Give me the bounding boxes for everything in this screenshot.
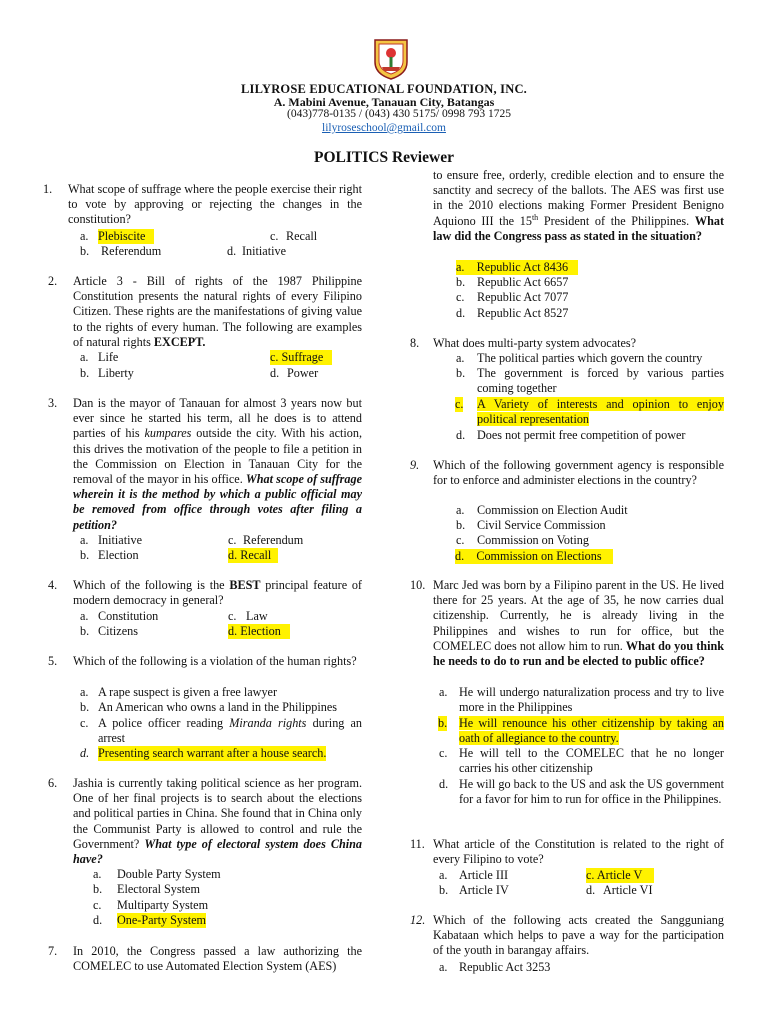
option-d-answer: d. Commission on Elections bbox=[455, 549, 613, 564]
option-letter: b. bbox=[456, 275, 466, 289]
question-number: 6. bbox=[48, 776, 58, 790]
question-number: 12. bbox=[410, 913, 426, 927]
option-letter: b. bbox=[80, 548, 90, 562]
question-text: What article of the Constitution is related to the right of every Filipino to vote? bbox=[433, 837, 724, 867]
option-letter: b. bbox=[456, 366, 466, 380]
option-c-answer: c. Suffrage bbox=[270, 350, 332, 365]
option-a-answer: a. Republic Act 8436 bbox=[456, 260, 578, 275]
option-c: Suffrage bbox=[281, 350, 324, 364]
option-letter: a. bbox=[80, 350, 89, 364]
superscript: th bbox=[531, 212, 539, 222]
option-b: Civil Service Commission bbox=[477, 518, 606, 532]
question-emphasis: EXCEPT. bbox=[153, 334, 206, 349]
question-text bbox=[73, 776, 362, 867]
question-body: Dan is the mayor of Tanauan for almost 3 years now but ever since he started his term, all he does is to attend parties of his bbox=[73, 396, 362, 441]
question-emphasis: What law did the Congress pass as stated in the situation? bbox=[433, 213, 725, 243]
option-letter: b. bbox=[93, 882, 103, 896]
question-text: Which of the following government agency is responsible for to enforce and administer elections in the country? bbox=[433, 458, 724, 488]
org-phone: (043)778-0135 / (043) 430 5175/ 0998 793 1725 bbox=[287, 108, 511, 120]
option-c: Commission on Voting bbox=[477, 533, 589, 547]
option-d: Recall bbox=[240, 548, 272, 562]
option-letter: b. bbox=[438, 716, 448, 730]
option-letter: b. bbox=[80, 624, 90, 638]
option-b: Liberty bbox=[98, 366, 134, 380]
question-text: In 2010, the Congress passed a law authorizing the COMELEC to use Automated Election System (AES) bbox=[73, 944, 362, 974]
option-d: Initiative bbox=[242, 244, 286, 258]
question-text bbox=[73, 274, 362, 350]
question-emphasis: What do you think he needs to do to run and be elected to public office? bbox=[433, 638, 725, 669]
question-text: Which of the following acts created the Sangguniang Kabataan which helps to pave a way for the participation of the youth in barangay affairs. bbox=[433, 913, 724, 958]
option-letter: a. bbox=[439, 685, 448, 699]
option-b-answer bbox=[459, 716, 724, 746]
school-seal-icon bbox=[372, 38, 410, 80]
option-d: He will go back to the US and ask the US government for a favor for him to run for office in the Philippines. bbox=[459, 777, 724, 807]
option-c: Multiparty System bbox=[117, 898, 209, 912]
question-body: Article 3 - Bill of rights of the 1987 Philippine Constitution presents the natural rights of every Filipino Citizen. These rights are the manifestations of giving value to the rights of every human. The following are examples of natural rights bbox=[73, 274, 362, 349]
question-italic: kumpares bbox=[144, 426, 192, 441]
option-letter: c. bbox=[80, 716, 89, 730]
option-a: The political parties which govern the country bbox=[477, 351, 703, 365]
question-body: Which of the following is the bbox=[73, 578, 225, 592]
question-emphasis: BEST bbox=[229, 578, 261, 592]
question-text: What scope of suffrage where the people exercise their right to vote by approving or rejecting the changes in the constitution? bbox=[68, 182, 362, 227]
option-c-text: during an arrest bbox=[98, 716, 363, 746]
question-text: Which of the following is a violation of the human rights? bbox=[73, 654, 357, 668]
option-letter: b. bbox=[80, 244, 90, 258]
option-letter: d. bbox=[456, 428, 466, 442]
option-b: Referendum bbox=[101, 244, 162, 258]
option-d-answer: d. Election bbox=[228, 624, 290, 639]
option-d: Does not permit free competition of power bbox=[477, 428, 686, 442]
question-text bbox=[433, 168, 724, 244]
option-letter: d. bbox=[227, 244, 237, 258]
option-a: Initiative bbox=[98, 533, 142, 547]
option-letter: c. bbox=[456, 533, 465, 547]
question-text bbox=[433, 578, 724, 669]
option-letter: a. bbox=[80, 609, 89, 623]
option-letter: d. bbox=[270, 366, 280, 380]
option-letter: c. bbox=[93, 898, 102, 912]
question-body: principal feature of modern democracy in general? bbox=[73, 578, 362, 608]
option-d-answer: d. Recall bbox=[228, 548, 278, 563]
question-body: outside the city. With his action, this drives the motivation of the people to file a petition in the Commission on Election in Tanauan City for the removal of the mayor in his office. bbox=[73, 426, 362, 487]
question-number: 3. bbox=[48, 396, 58, 410]
question-body: President of the Philippines. bbox=[543, 213, 690, 228]
option-letter: d. bbox=[586, 883, 596, 897]
option-c-answer bbox=[477, 397, 724, 427]
option-a-answer: Plebiscite bbox=[98, 229, 154, 244]
option-letter: c. bbox=[270, 229, 279, 243]
question-text: What does multi-party system advocates? bbox=[433, 336, 637, 350]
option-letter: a. bbox=[456, 351, 465, 365]
question-number: 9. bbox=[410, 458, 420, 472]
option-letter: a. bbox=[456, 503, 465, 517]
option-a: Article III bbox=[459, 868, 509, 882]
option-letter: c. bbox=[456, 290, 465, 304]
option-d-answer: One-Party System bbox=[117, 913, 207, 927]
org-name: LILYROSE EDUCATIONAL FOUNDATION, INC. bbox=[240, 82, 528, 96]
option-letter: b. bbox=[456, 518, 466, 532]
option-letter: b. bbox=[80, 700, 90, 714]
question-emphasis: What scope of suffrage wherein it is the method by which a public official may be removed from office through votes after filing a petition? bbox=[73, 472, 362, 532]
option-c: Article V bbox=[596, 868, 643, 882]
org-address: A. Mabini Avenue, Tanauan City, Batangas bbox=[273, 95, 495, 109]
option-letter: c. bbox=[455, 397, 464, 411]
question-number: 10. bbox=[410, 578, 426, 592]
option-letter: b. bbox=[439, 883, 449, 897]
org-email-link[interactable]: lilyroseschool@gmail.com bbox=[322, 122, 446, 134]
option-b: He will renounce his other citizenship by taking an oath of allegiance to the country. bbox=[459, 716, 724, 746]
option-c: He will tell to the COMELEC that he no longer carries his other citizenship bbox=[459, 746, 724, 776]
question-number: 4. bbox=[48, 578, 58, 592]
option-c: A Variety of interests and opinion to enjoy political representation bbox=[477, 397, 724, 427]
option-letter: d. bbox=[80, 746, 90, 760]
option-d: Commission on Elections bbox=[476, 549, 602, 563]
question-number: 8. bbox=[410, 336, 420, 350]
question-emphasis: What type of electoral system does China have? bbox=[73, 836, 362, 867]
question-body: to ensure free, orderly, credible election and to ensure the sanctity and secrecy of the ballots. The AES was first use in the 2010 elections making Former President Benigno Aquiono III the 15 bbox=[433, 168, 724, 228]
option-a: He will undergo naturalization process and try to live more in the Philippines bbox=[459, 685, 724, 715]
option-letter: c. bbox=[228, 533, 237, 547]
page-title: POLITICS Reviewer bbox=[314, 149, 454, 166]
option-letter: d. bbox=[93, 913, 103, 927]
question-text bbox=[73, 578, 362, 608]
option-letter: c. bbox=[439, 746, 448, 760]
option-d: Power bbox=[287, 366, 319, 380]
question-number: 11. bbox=[410, 837, 425, 851]
option-c: Republic Act 7077 bbox=[477, 290, 569, 304]
option-letter: a. bbox=[93, 867, 102, 881]
option-a: Life bbox=[98, 350, 119, 364]
option-c-text: A police officer reading bbox=[98, 716, 224, 730]
option-letter: a. bbox=[439, 960, 448, 974]
option-letter: b. bbox=[80, 366, 90, 380]
option-letter: d. bbox=[439, 777, 449, 791]
option-a: Constitution bbox=[98, 609, 159, 623]
question-text bbox=[73, 396, 362, 533]
option-b: The government is forced by various parties coming together bbox=[477, 366, 724, 396]
question-body: Jashia is currently taking political science as her program. One of her final projects is to search about the elections and political parties in China. She found that in China only the Communist Party is allowed to control and rule the Government? bbox=[73, 776, 362, 851]
option-b: Election bbox=[98, 548, 139, 562]
option-b: Electoral System bbox=[117, 882, 200, 896]
option-d-answer: Presenting search warrant after a house search. bbox=[98, 746, 327, 760]
option-d: Election bbox=[240, 624, 281, 638]
option-b: Republic Act 6657 bbox=[477, 275, 569, 289]
option-a: Republic Act 3253 bbox=[459, 960, 551, 974]
option-letter: a. bbox=[80, 229, 89, 243]
option-letter: c. bbox=[228, 609, 237, 623]
question-body: Marc Jed was born by a Filipino parent in the US. He lived there for 25 years. At the age of 35, he now carries dual citizenship. Currently, he is already living in the Philippines and wishes to run for office, but the COMELEC does not allow him to run. bbox=[433, 578, 724, 653]
option-c-italic: Miranda rights bbox=[229, 716, 307, 730]
option-c: Referendum bbox=[243, 533, 304, 547]
option-a: A rape suspect is given a free lawyer bbox=[98, 685, 278, 699]
option-a: Double Party System bbox=[117, 867, 221, 881]
option-b: Article IV bbox=[459, 883, 509, 897]
question-number: 2. bbox=[48, 274, 58, 288]
option-c: Recall bbox=[286, 229, 318, 243]
question-number: 1. bbox=[43, 182, 53, 196]
option-d: Article VI bbox=[603, 883, 653, 897]
option-d: Republic Act 8527 bbox=[477, 306, 569, 320]
option-b: An American who owns a land in the Philippines bbox=[98, 700, 337, 714]
option-c bbox=[98, 716, 362, 746]
option-a: Republic Act 8436 bbox=[476, 260, 569, 274]
question-number: 7. bbox=[48, 944, 58, 958]
option-letter: d. bbox=[456, 306, 466, 320]
option-b: Citizens bbox=[98, 624, 138, 638]
option-letter: a. bbox=[439, 868, 448, 882]
question-number: 5. bbox=[48, 654, 58, 668]
option-letter: a. bbox=[80, 533, 89, 547]
option-letter: a. bbox=[80, 685, 89, 699]
option-c: Law bbox=[246, 609, 268, 623]
option-c-answer: c. Article V bbox=[586, 868, 654, 883]
option-a: Commission on Election Audit bbox=[477, 503, 628, 517]
